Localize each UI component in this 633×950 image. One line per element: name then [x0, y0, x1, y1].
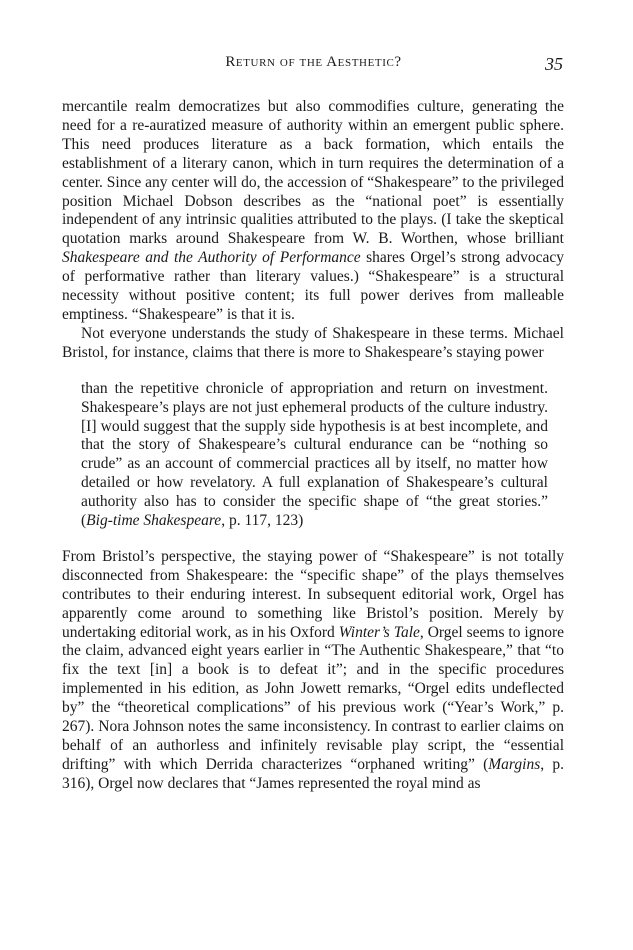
text-run: than the repetitive chronicle of appropriation and return on investment. Shakespeare’s plays are not just ephemeral products of the culture industry. [I] would suggest that the supply side hypothesis is at best incomplete, and that the story of Shakespeare’s cultural endurance can be “nothing so crude” as an account of commercial practices all by itself, no matter how detailed or how revelatory. A full explanation of Shakespeare’s cultural authority also has to consider the specific shape of “the great stories.” ( — [81, 379, 548, 530]
book-title: Shakespeare and the Authority of Performance — [62, 249, 361, 267]
text-run: , Orgel seems to ignore the claim, advanced eight years earlier in “The Authentic Shakespeare,” that “to fix the text [in] a book is to defeat it”; and in the specific procedures implemented in his edition, as John Jowett remarks, “Orgel edits undeflected by” the “theoretical complications” of his previous work (“Year’s Work,” p. 267). Nora Johnson notes the same inconsistency. In contrast to earlier claims on behalf of an authorless and infinitely revisable play script, the “essential drifting” with which Derrida characterizes “orphaned writing” ( — [62, 623, 565, 773]
book-title: Big-time Shakespeare — [86, 512, 222, 530]
text-run: , p. 316), Orgel now declares that “James represented the royal mind as — [62, 755, 565, 792]
paragraph — [62, 548, 564, 794]
block-quote — [81, 380, 548, 531]
paragraph — [62, 98, 564, 325]
running-head-title: Return of the Aesthetic? — [225, 54, 402, 70]
paragraph: Not everyone understands the study of Shakespeare in these terms. Michael Bristol, for instance, claims that there is more to Shakespeare’s staying power — [62, 324, 564, 361]
running-head — [62, 54, 565, 76]
quote-text — [81, 380, 548, 531]
text-run: From Bristol’s perspective, the staying power of “Shakespeare” is not totally disconnected from Shakespeare: the “specific shape” of the plays themselves contributes to their enduring interest. In subsequent editorial work, Orgel has apparently come around to something like Bristol’s position. Merely by undertaking editorial work, as in his Oxford — [62, 547, 564, 641]
book-title: Margins — [488, 755, 541, 773]
book-title: Winter’s Tale — [338, 623, 420, 641]
body-text — [62, 98, 564, 794]
text-run: shares Orgel’s strong advocacy of performative rather than literary values.) “Shakespeare” is a structural necessity without positive content; its full power derives from malleable emptiness. “Shakespeare” is that it is. — [62, 249, 564, 323]
text-run: mercantile realm democratizes but also commodifies culture, generating the need for a re-auratized measure of authority within an emergent public sphere. This need produces literature as a back formation, which entails the establishment of a literary canon, which in turn requires the determination of a center. Since any center will do, the accession of “Shakespeare” to the privileged position Michael Dobson describes as the “national poet” is essentially independent of any intrinsic qualities attributed to the plays. (I take the skeptical quotation marks around Shakespeare from W. B. Worthen, whose brilliant — [62, 98, 564, 248]
page-number: 35 — [545, 54, 563, 74]
text-run: , p. 117, 123) — [221, 512, 304, 530]
